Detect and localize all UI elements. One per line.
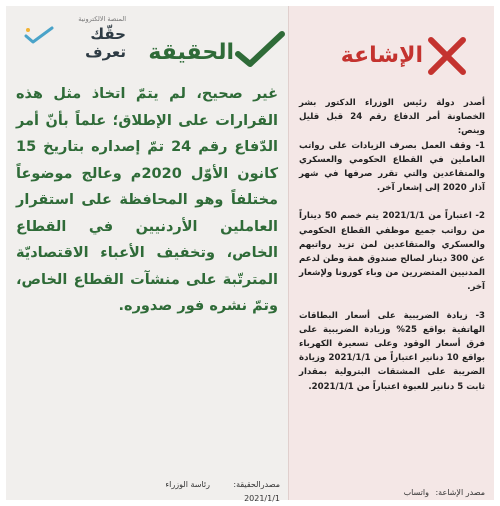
truth-date: 2021/1/1 <box>244 494 280 503</box>
rumor-item: 1- وقف العمل بصرف الزيادات على رواتب العاملين في القطاع الحكومي والعسكري والمتقاعدين والتي تقرر صرفها في شهر آذار 2020 إلى إشعار آخر. <box>299 140 485 194</box>
rumor-panel <box>288 6 494 500</box>
rumor-title: الإشاعة <box>340 43 423 68</box>
truth-title: الحقيقة <box>148 40 234 65</box>
logo-name: حقّك تعرف <box>85 25 126 61</box>
truth-source-label: مصدرالحقيقة: <box>233 480 280 489</box>
checkmark-swoosh-icon <box>24 26 54 44</box>
x-mark-icon <box>425 36 469 76</box>
rumor-intro: أصدر دولة رئيس الوزراء الدكتور بشر الخصاونة أمر الدفاع رقم 24 قبل قليل وينص: <box>299 98 485 137</box>
fact-check-card <box>6 6 494 503</box>
checkmark-icon <box>234 30 286 70</box>
rumor-header <box>319 36 469 80</box>
rumor-text <box>299 96 485 408</box>
rumor-item: 3- زيادة الضريبية على أسعار البطاقات الهاتفية بواقع 25% وزيادة الضريبية على فرق أسعار الوقود وعلى تسعيرة الكهرباء بواقع 10 دنانير اعتباراً من 2021/1/1 وزيادة الضريبة على المشتقات البترولية بمقدار ثابت 5 دنانير للعبوة اعتباراً من 2021/1/1. <box>299 310 486 392</box>
truth-header <box>148 30 286 76</box>
rumor-source-label: مصدر الإشاعة: <box>435 488 485 497</box>
rumor-source-value: واتساب <box>403 488 429 497</box>
rumor-item: 2- اعتباراً من 2021/1/1 يتم خصم 50 ديناراً من رواتب جميع موظفي القطاع الحكومي والعسكري والمتقاعدين لمن تزيد رواتبهم عن 300 دينار لصالح صندوق همة وطن لدعم المدنيين المتضررين من وباء كورونا ولإشعار آخر. <box>299 211 485 293</box>
logo-subtitle: المنصة الالكترونية <box>78 15 126 23</box>
truth-source-value: رئاسة الوزراء <box>165 480 210 489</box>
brand-logo <box>16 14 126 61</box>
truth-text: غير صحيح، لم يتمّ اتخاذ مثل هذه القرارات على الإطلاق؛ علماً بأنّ أمر الدّفاع رقم 24 تمّ إصداره بتاريخ 15 كانون الأوّل 2020م وعالج موضوعاً مختلفاً وهو المحافظة على استقرار العاملين الأردنيين في القطاع الخاص، وتخفيف الأعباء الاقتصاديّة المترتّبة على منشآت القطاع الخاص، وتمّ نشره فور صدوره. <box>16 86 279 314</box>
